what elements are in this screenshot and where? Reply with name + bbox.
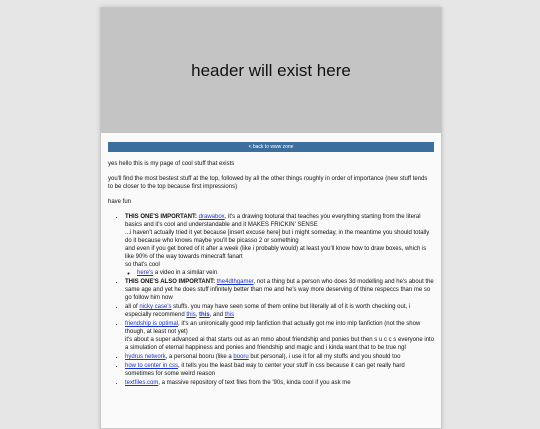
intro-line-2: you'll find the most bestest stuff at the top, followed by all the other things roughly in order of importance (new stuff tends to be closer to the top because first impressions)	[108, 176, 428, 190]
item-lead: THIS ONE'S IMPORTANT:	[125, 214, 197, 220]
cool-stuff-list	[108, 213, 434, 387]
item-text-2: but personal), i use it for all my stuffs and you should too	[248, 354, 401, 360]
drawabox-link[interactable]: drawabox	[198, 214, 225, 220]
item-extra: ...i haven't actually tried it yet because [insert excuse here] but i might someday, in the meantime you should totally do it because who knows maybe you'll be picasso 2 or something	[125, 230, 430, 244]
textfiles-link[interactable]: textfiles.com	[125, 380, 159, 386]
item-extra: and even if you get bored of it after a week (like i probably would) at least you'll know how to draw boxes, which is like 90% of the way towards minecraft fanart	[125, 246, 427, 260]
item-extra: it's about a super advanced ai that starts out as an mmo about friendship and ponies but then s u c c s everyone into a simulation of eternal happiness and ponies and friendship and magic and i kinda want that to be true ngl	[125, 337, 434, 351]
item-text: , a personal booru (like a	[165, 354, 234, 360]
list-item-friendship-is-optimal	[125, 320, 434, 352]
nicky-case-link[interactable]: nicky case's	[139, 304, 172, 310]
page-container	[100, 7, 442, 429]
friendship-is-optimal-link[interactable]: friendship is optimal	[125, 321, 179, 327]
the4dthgamer-link[interactable]: the4dthgamer	[216, 279, 254, 285]
header-text: header will exist here	[191, 60, 351, 80]
main-content	[101, 133, 441, 387]
recommend-link-2[interactable]: this	[199, 312, 210, 318]
list-item-hydrus-network	[125, 353, 434, 361]
intro-line-1: yes hello this is my page of cool stuff that exists	[108, 161, 235, 167]
back-button[interactable]: < back to www zone	[108, 142, 434, 152]
list-item-center-in-css	[125, 362, 434, 378]
recommend-link-1[interactable]: this	[186, 312, 196, 318]
sub-item-text: a video in a similar vein	[153, 270, 218, 276]
item-text: , not a thing but a person who does 3d modelling and he's about the same age and yet he does stuff infinitely better than me and he's way more deserving of thine respeccs than me so go follow him now	[125, 279, 434, 301]
booru-link[interactable]: booru	[233, 354, 249, 360]
list-item-the4dthgamer	[125, 278, 434, 302]
hydrus-network-link[interactable]: hydrus network	[125, 354, 166, 360]
sub-list	[125, 269, 434, 277]
video-link[interactable]: here's	[137, 270, 154, 276]
item-text: stuffs. you may have seen some of them online but literally all of it is worth checking out, i especially recommend	[125, 304, 411, 318]
sub-list-item	[137, 269, 434, 277]
separator: ,	[195, 312, 200, 318]
recommend-link-3[interactable]: this	[224, 312, 235, 318]
item-text: , a massive repository of text files from the '90s, kinda cool if you ask me	[158, 380, 351, 386]
item-extra: so that's cool	[125, 262, 160, 268]
item-lead: THIS ONE'S ALSO IMPORTANT:	[125, 279, 216, 285]
body-text	[108, 160, 434, 387]
header-placeholder	[101, 8, 441, 133]
item-text: , it tells you the least bad way to center your stuff in css because it can get really hard sometimes for some weird reason	[125, 363, 405, 377]
center-in-css-link[interactable]: how to center in css	[125, 363, 179, 369]
item-text: , it's a drawing tootural that teaches you everything starting from the literal basics and it's cool and understandable and it MAKES FRICKIN' SENSE	[125, 214, 421, 228]
list-item-nicky-case	[125, 303, 434, 319]
item-text: , it's an unironically good mlp fanfiction that actually got me into mlp fanfiction (not the show though, at least not yet)	[125, 321, 421, 335]
intro-line-3: have fun	[108, 199, 132, 205]
separator: , and	[209, 312, 225, 318]
list-item-textfiles	[125, 379, 434, 387]
item-pre-text: all of	[125, 304, 140, 310]
list-item-drawabox	[125, 213, 434, 277]
